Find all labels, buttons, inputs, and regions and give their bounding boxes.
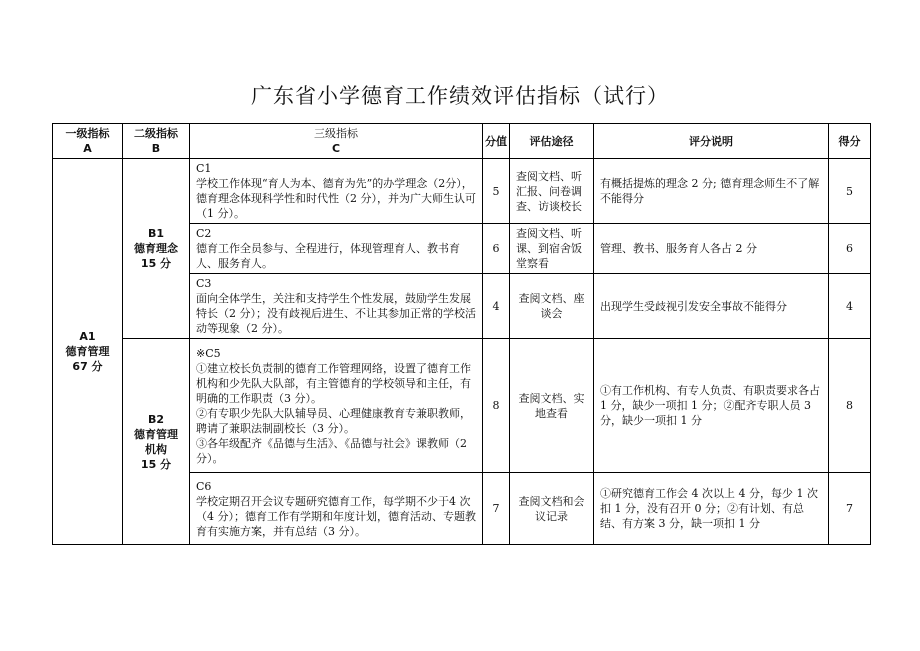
a1-cell: A1 德育管理 67 分 bbox=[53, 159, 123, 545]
c3-explanation: 出现学生受歧视引发安全事故不能得分 bbox=[594, 274, 829, 339]
c5-value: 8 bbox=[483, 339, 510, 473]
header-row bbox=[53, 124, 871, 159]
c6-score: 7 bbox=[829, 473, 871, 545]
c2-score: 6 bbox=[829, 224, 871, 274]
header-level1: 一级指标 A bbox=[53, 124, 123, 159]
c2-value: 6 bbox=[483, 224, 510, 274]
header-level3: 三级指标 C bbox=[190, 124, 483, 159]
c2-content: C2 德育工作全员参与、全程进行，体现管理育人、教书育人、服务育人。 bbox=[190, 224, 483, 274]
c5-content: ※C5 ①建立校长负责制的德育工作管理网络，设置了德育工作机构和少先队大队部，有主管德育的学校领导和主任，有明确的工作职责（3 分）。 ②有专职少先队大队辅导员、心理健康教育专兼职教师，聘请了兼职法制副校长（3 分）。 ③各年级配齐《品德与生活》、《品德与社会》课教师（2 分）。 bbox=[190, 339, 483, 473]
c1-explanation: 有概括提炼的理念 2 分; 德育理念师生不了解不能得分 bbox=[594, 159, 829, 224]
c3-content: C3 面向全体学生，关注和支持学生个性发展，鼓励学生发展特长（2 分）；没有歧视后进生、不让其参加正常的学校活动等现象（2 分）。 bbox=[190, 274, 483, 339]
header-explanation: 评分说明 bbox=[594, 124, 829, 159]
c2-method: 查阅文档、听课、到宿舍饭堂察看 bbox=[510, 224, 594, 274]
c1-value: 5 bbox=[483, 159, 510, 224]
c5-score: 8 bbox=[829, 339, 871, 473]
c1-content: C1 学校工作体现“育人为本、德育为先”的办学理念（2分），德育理念体现科学性和时代性（2 分），并为广大师生认可（1 分）。 bbox=[190, 159, 483, 224]
evaluation-table bbox=[52, 123, 871, 545]
table-row bbox=[53, 339, 871, 473]
header-level2: 二级指标 B bbox=[123, 124, 190, 159]
c6-content: C6 学校定期召开会议专题研究德育工作，每学期不少于4 次（4 分）；德育工作有学期和年度计划，德育活动、专题教育有实施方案，并有总结（3 分）。 bbox=[190, 473, 483, 545]
c2-explanation: 管理、教书、服务育人各占 2 分 bbox=[594, 224, 829, 274]
header-method: 评估途径 bbox=[510, 124, 594, 159]
c5-method: 查阅文档、实地查看 bbox=[510, 339, 594, 473]
table-row bbox=[53, 159, 871, 224]
c3-score: 4 bbox=[829, 274, 871, 339]
b2-cell: B2 德育管理 机构 15 分 bbox=[123, 339, 190, 545]
c6-explanation: ①研究德育工作会 4 次以上 4 分，每少 1 次扣 1 分，没有召开 0 分；②有计划、有总结、有方案 3 分，缺一项扣 1 分 bbox=[594, 473, 829, 545]
c6-value: 7 bbox=[483, 473, 510, 545]
page-title: 广东省小学德育工作绩效评估指标（试行） bbox=[251, 84, 669, 108]
c1-method: 查阅文档、听汇报、问卷调查、访谈校长 bbox=[510, 159, 594, 224]
c5-explanation: ①有工作机构、有专人负责、有职责要求各占 1 分，缺少一项扣 1 分；②配齐专职人员 3 分，缺少一项扣 1 分 bbox=[594, 339, 829, 473]
c3-method: 查阅文档、座谈会 bbox=[510, 274, 594, 339]
c3-value: 4 bbox=[483, 274, 510, 339]
c1-score: 5 bbox=[829, 159, 871, 224]
header-score: 得分 bbox=[829, 124, 871, 159]
b1-cell: B1 德育理念 15 分 bbox=[123, 159, 190, 339]
c6-method: 查阅文档和会议记录 bbox=[510, 473, 594, 545]
header-score-value: 分值 bbox=[483, 124, 510, 159]
